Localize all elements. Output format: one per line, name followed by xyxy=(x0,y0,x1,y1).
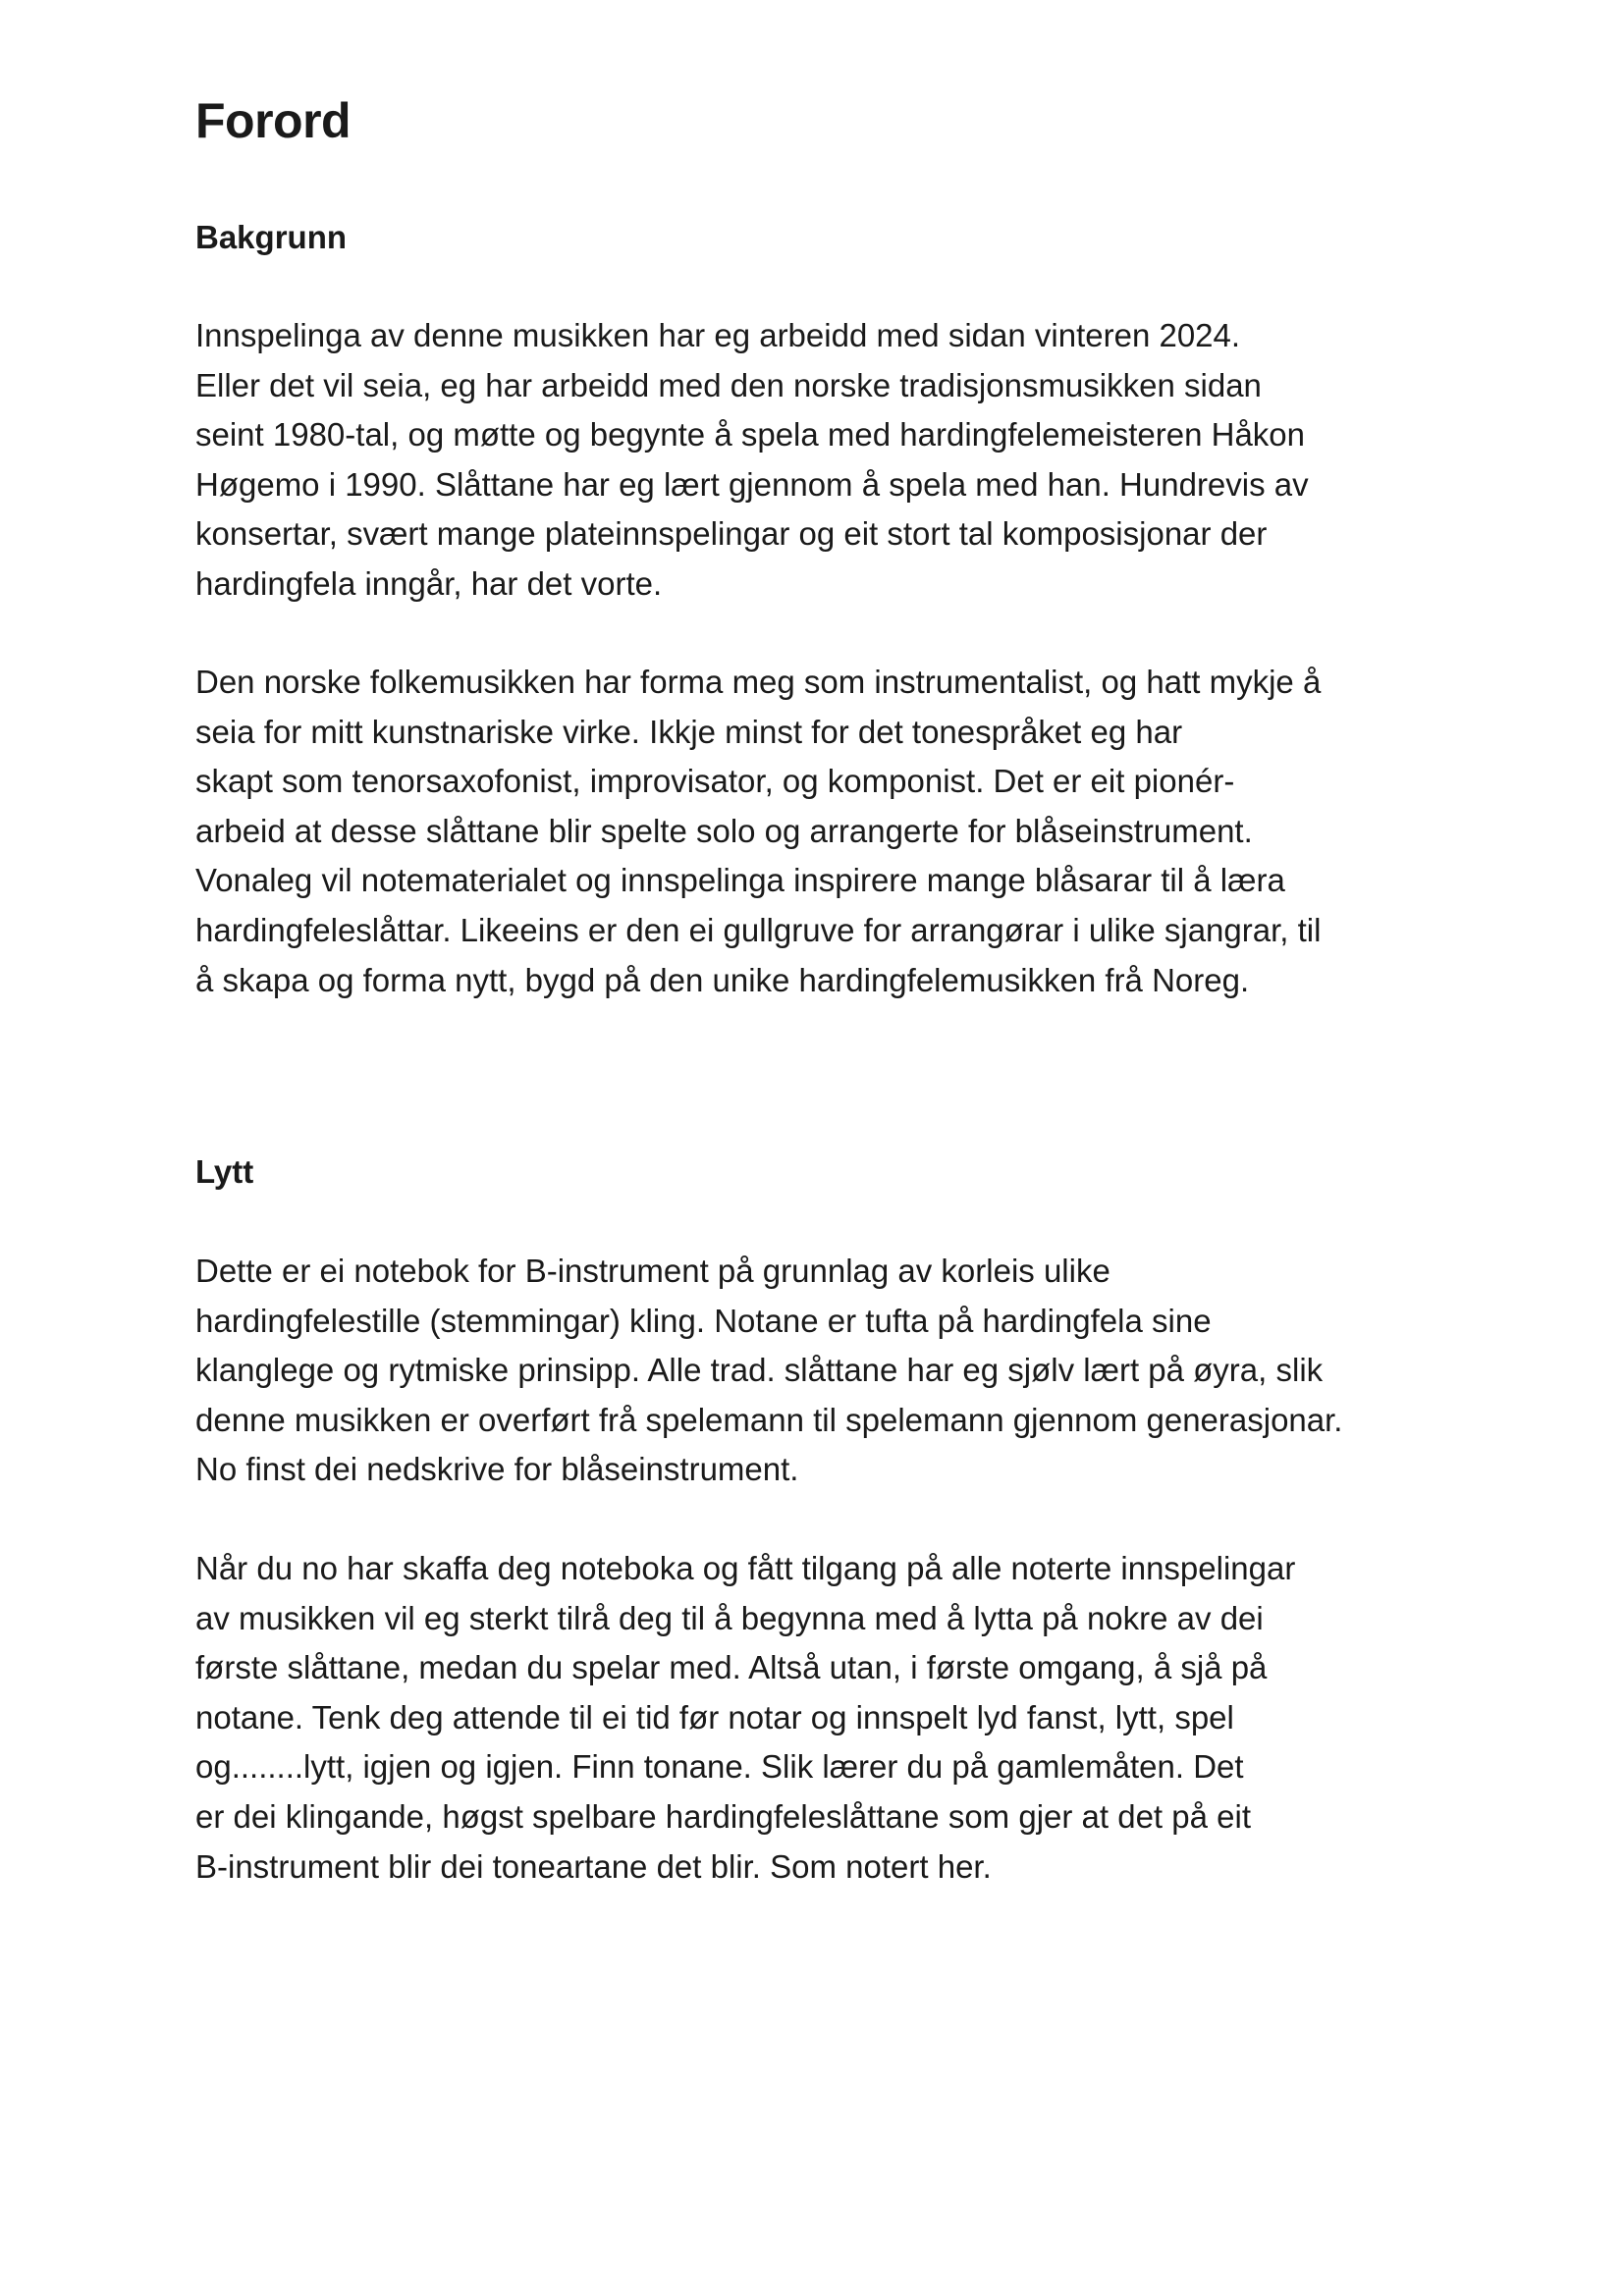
text-line: Dette er ei notebok for B-instrument på grunnlag av korleis ulike xyxy=(195,1253,1110,1289)
text-line: Vonaleg vil notematerialet og innspelinga inspirere mange blåsarar til å læra xyxy=(195,862,1285,899)
paragraph-bakgrunn-2 xyxy=(195,658,1321,1005)
page-title: Forord xyxy=(195,93,352,148)
text-line: Eller det vil seia, eg har arbeidd med den norske tradisjonsmusikken sidan xyxy=(195,366,1262,403)
text-line: Høgemo i 1990. Slåttane har eg lært gjennom å spela med han. Hundrevis av xyxy=(195,465,1309,503)
text-line: B-instrument blir dei toneartane det blir. Som notert her. xyxy=(195,1847,992,1885)
text-line: No finst dei nedskrive for blåseinstrument. xyxy=(195,1451,799,1488)
text-line: er dei klingande, høgst spelbare hardingfeleslåttane som gjer at det på eit xyxy=(195,1797,1251,1835)
text-line: hardingfeleslåttar. Likeeins er den ei gullgruve for arrangørar i ulike sjangrar, til xyxy=(195,911,1322,948)
text-line: konsertar, svært mange plateinnspelingar og eit stort tal komposisjonar der xyxy=(195,515,1268,553)
text-line: Når du no har skaffa deg noteboka og fått tilgang på alle noterte innspelingar xyxy=(195,1550,1296,1586)
text-line: Innspelinga av denne musikken har eg arbeidd med sidan vinteren 2024. xyxy=(195,317,1241,353)
text-line: arbeid at desse slåttane blir spelte solo og arrangerte for blåseinstrument. xyxy=(195,812,1253,849)
section-heading-bakgrunn: Bakgrunn xyxy=(195,219,348,255)
text-line: av musikken vil eg sterkt tilrå deg til å begynna med å lytta på nokre av dei xyxy=(195,1599,1264,1636)
text-line: klanglege og rytmiske prinsipp. Alle trad. slåttane har eg sjølv lært på øyra, slik xyxy=(195,1352,1324,1389)
text-line: skapt som tenorsaxofonist, improvisator, og komponist. Det er eit pionér- xyxy=(195,763,1235,800)
section-heading-lytt: Lytt xyxy=(195,1153,254,1190)
text-line: notane. Tenk deg attende til ei tid før notar og innspelt lyd fanst, lytt, spel xyxy=(195,1698,1234,1735)
text-line: seint 1980-tal, og møtte og begynte å spela med hardingfelemeisteren Håkon xyxy=(195,416,1306,454)
paragraph-lytt-1 xyxy=(195,1247,1342,1495)
text-line: hardingfela inngår, har det vorte. xyxy=(195,564,663,602)
text-line: å skapa og forma nytt, bygd på den unike hardingfelemusikken frå Noreg. xyxy=(195,961,1250,998)
text-line: seia for mitt kunstnariske virke. Ikkje minst for det tonespråket eg har xyxy=(195,713,1183,750)
text-line: Den norske folkemusikken har forma meg som instrumentalist, og hatt mykje å xyxy=(195,664,1322,700)
text-line: denne musikken er overført frå spelemann til spelemann gjennom generasjonar. xyxy=(195,1401,1343,1438)
text-line: og........lytt, igjen og igjen. Finn tonane. Slik lærer du på gamlemåten. Det xyxy=(195,1748,1244,1786)
text-line: hardingfelestille (stemmingar) kling. Notane er tufta på hardingfela sine xyxy=(195,1302,1212,1339)
paragraph-bakgrunn-1 xyxy=(195,311,1309,610)
paragraph-lytt-2 xyxy=(195,1544,1295,1892)
text-line: første slåttane, medan du spelar med. Altså utan, i første omgang, å sjå på xyxy=(195,1649,1268,1686)
